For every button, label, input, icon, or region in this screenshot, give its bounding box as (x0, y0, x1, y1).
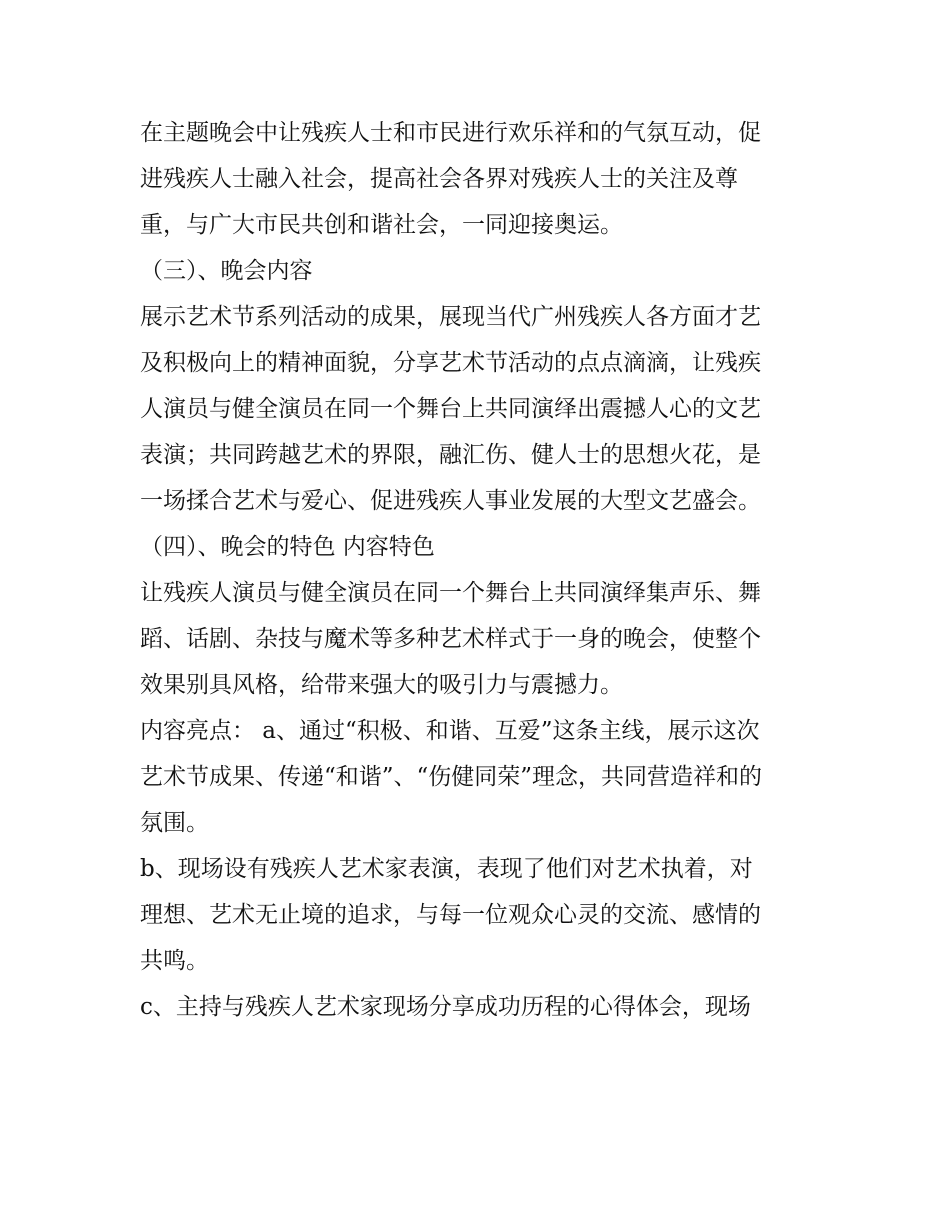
paragraph-line: 内容亮点： a、通过“积极、和谐、互爱”这条主线，展示这次 (140, 718, 760, 744)
paragraph-line: 蹈、话剧、杂技与魔术等多种艺术样式于一身的晚会，使整个 (140, 626, 761, 652)
paragraph-line: 在主题晚会中让残疾人士和市民进行欢乐祥和的气氛互动，促 (140, 120, 761, 146)
paragraph-line: 艺术节成果、传递“和谐”、“伤健同荣”理念，共同营造祥和的 (140, 764, 763, 790)
section-heading-3: （三）、晚会内容 (140, 258, 313, 284)
paragraph-line: 让残疾人演员与健全演员在同一个舞台上共同演绎集声乐、舞 (140, 580, 761, 606)
section-heading-4: （四）、晚会的特色 内容特色 (140, 534, 435, 560)
paragraph-line: 及积极向上的精神面貌，分享艺术节活动的点点滴滴，让残疾 (140, 350, 761, 376)
paragraph-line: 表演；共同跨越艺术的界限，融汇伤、健人士的思想火花，是 (140, 442, 761, 468)
paragraph-line: 人演员与健全演员在同一个舞台上共同演绎出震撼人心的文艺 (140, 396, 761, 422)
paragraph-line: 共鸣。 (140, 948, 209, 974)
document-body (140, 110, 830, 1030)
paragraph-line: b、现场设有残疾人艺术家表演，表现了他们对艺术执着，对 (140, 856, 753, 882)
paragraph-line: 重，与广大市民共创和谐社会，一同迎接奥运。 (140, 212, 623, 238)
paragraph-line: 效果别具风格，给带来强大的吸引力与震撼力。 (140, 672, 623, 698)
paragraph-line: 理想、艺术无止境的追求，与每一位观众心灵的交流、感情的 (140, 902, 761, 928)
paragraph-line: c、主持与残疾人艺术家现场分享成功历程的心得体会，现场 (140, 994, 751, 1020)
paragraph-line: 进残疾人士融入社会，提高社会各界对残疾人士的关注及尊 (140, 166, 738, 192)
paragraph-line: 一场揉合艺术与爱心、促进残疾人事业发展的大型文艺盛会。 (140, 488, 761, 514)
paragraph-line: 展示艺术节系列活动的成果，展现当代广州残疾人各方面才艺 (140, 304, 761, 330)
paragraph-line: 氛围。 (140, 810, 209, 836)
